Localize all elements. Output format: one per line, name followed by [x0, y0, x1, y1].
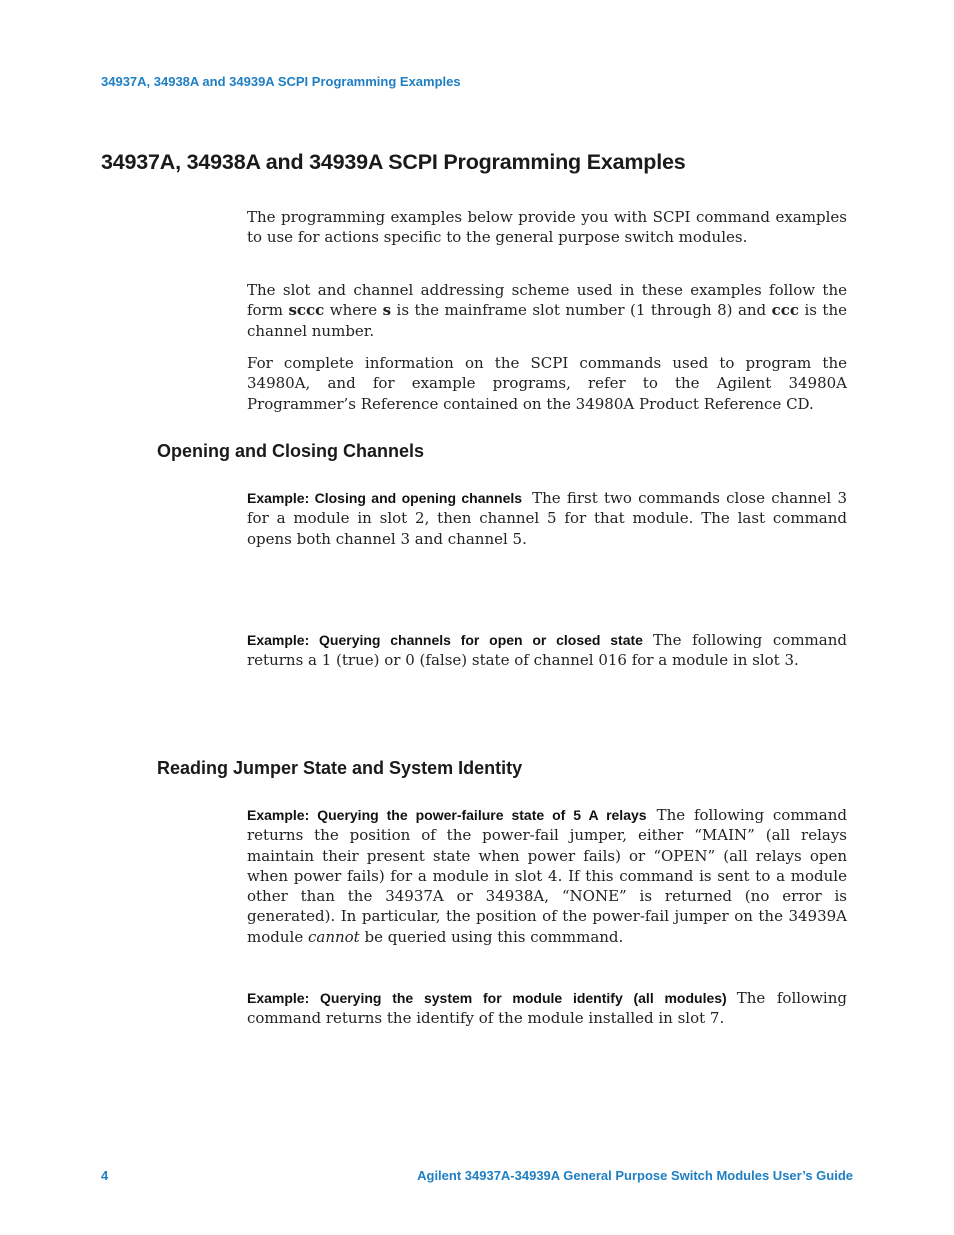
running-header: 34937A, 34938A and 34939A SCPI Programming Examples	[101, 74, 461, 89]
example-closing-opening	[247, 488, 847, 549]
addressing-text: is the channel number.	[247, 301, 847, 340]
example-heading: Example: Querying the power-failure state of 5 A relays	[247, 807, 647, 823]
subsection-title-opening-closing: Opening and Closing Channels	[157, 441, 425, 461]
addressing-text: where	[324, 301, 383, 320]
addressing-text: The slot and channel addressing scheme used in these examples follow the form	[247, 281, 847, 320]
footer-book-title: Agilent 34937A-34939A General Purpose Switch Modules User’s Guide	[417, 1168, 853, 1183]
reference-paragraph: For complete information on the SCPI commands used to program the 34980A, and for example programs, refer to the Agilent 34980A Programmer’s Reference contained on the 34980A Product Reference CD.	[247, 354, 847, 413]
page-number: 4	[101, 1168, 109, 1183]
intro-paragraph: The programming examples below provide you with SCPI command examples to use for actions specific to the general purpose switch modules.	[247, 208, 847, 247]
example-emphasis: cannot	[307, 927, 360, 946]
example-power-failure	[247, 805, 847, 947]
example-module-identify	[247, 988, 847, 1029]
example-text: The following command returns the position of the power-fail jumper, either “MAIN” (all relays maintain their present state when power fails) or “OPEN” (all relays open when power fails) for a module in slot 4. If this command is sent to a module other than the 34937A or 34938A, “NONE” is returned (no error is generated). In particular, the position of the power-fail jumper on the 34939A module	[247, 806, 847, 946]
example-heading: Example: Closing and opening channels	[247, 490, 523, 506]
addressing-term-sccc: sccc	[288, 301, 325, 320]
example-heading: Example: Querying channels for open or closed state	[247, 632, 643, 648]
example-text: The following command returns a 1 (true) or 0 (false) state of channel 016 for a module in slot 3.	[247, 631, 847, 670]
example-heading: Example: Querying the system for module identify (all modules)	[247, 990, 727, 1006]
addressing-term-ccc: ccc	[771, 301, 800, 320]
example-query-state	[247, 630, 847, 671]
addressing-paragraph	[247, 280, 847, 341]
example-text: The first two commands close channel 3 for a module in slot 2, then channel 5 for that module. The last command opens both channel 3 and channel 5.	[247, 489, 847, 548]
example-text: be queried using this commmand.	[359, 927, 624, 946]
example-text: The following command returns the identify of the module installed in slot 7.	[247, 989, 847, 1028]
section-title: 34937A, 34938A and 34939A SCPI Programming Examples	[101, 150, 686, 174]
addressing-text: is the mainframe slot number (1 through 8) and	[391, 301, 772, 320]
addressing-term-s: s	[382, 301, 392, 320]
subsection-title-jumper-identity: Reading Jumper State and System Identity	[157, 758, 523, 778]
